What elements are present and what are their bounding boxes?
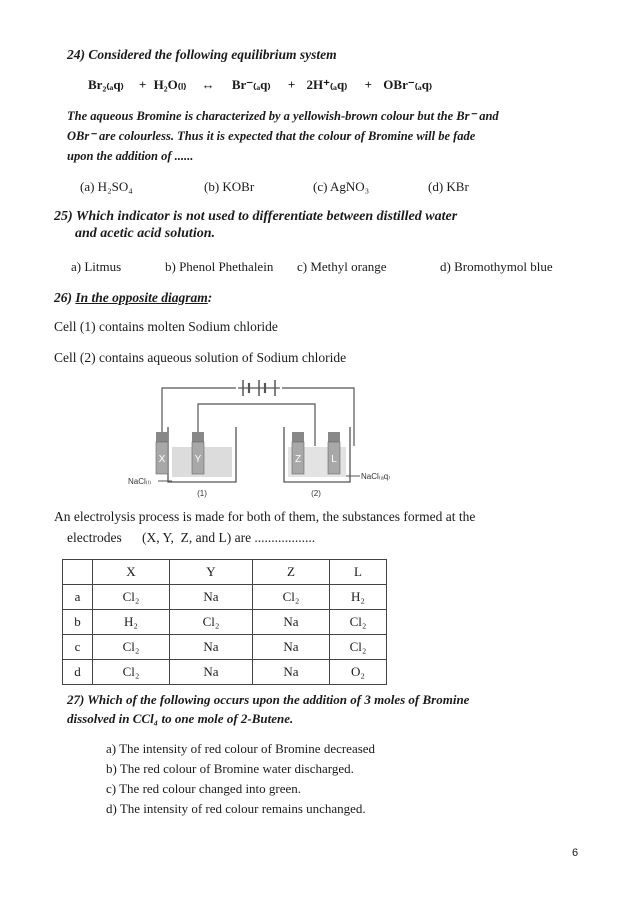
q27-option-c: c) The red colour changed into green. (106, 781, 302, 796)
table-cell: d (63, 660, 93, 685)
table-cell: Na (170, 635, 253, 660)
table-row (63, 660, 387, 685)
table-cell: Na (253, 635, 330, 660)
table-cell: Cl₂ (330, 635, 387, 660)
electrode-l-label: L (331, 454, 337, 465)
q24-paragraph (67, 106, 587, 166)
q26-heading-underlined: In the opposite diagram (75, 290, 208, 305)
q25-option-a: a) Litmus (71, 259, 122, 274)
label-nacl-molten: NaCl₍ₗ₎ (128, 477, 152, 486)
electrode-y-label: Y (194, 454, 202, 465)
table-cell: Cl₂ (93, 585, 170, 610)
table-header-cell (63, 560, 93, 585)
table-cell: O₂ (330, 660, 387, 685)
q26-cell2-text: Cell (2) contains aqueous solution of Sodium chloride (54, 350, 347, 365)
table-row (63, 635, 387, 660)
table-row (63, 585, 387, 610)
q25-heading-line2: and acetic acid solution. (75, 226, 215, 241)
q26-cell1-text: Cell (1) contains molten Sodium chloride (54, 319, 278, 334)
table-cell: Cl₂ (253, 585, 330, 610)
q24-paragraph-line: OBr⁻ are colourless. Thus it is expected that the colour of Bromine will be fade (67, 129, 476, 143)
q25-option-b: b) Phenol Phethalein (165, 259, 274, 274)
eq-reactant-1: Br₂₍ₐq₎ (88, 77, 124, 92)
table-header-row (63, 560, 387, 585)
table-cell: Na (170, 585, 253, 610)
q26-heading-number: 26) (54, 290, 76, 305)
eq-arrow: ↔ (201, 77, 215, 92)
q26-heading (54, 290, 212, 306)
table-cell: Na (253, 610, 330, 635)
q26-text-line1: An electrolysis process is made for both of them, the substances formed at the (54, 509, 476, 524)
table-cell: Na (170, 660, 253, 685)
q27-option-d: d) The intensity of red colour remains unchanged. (106, 801, 366, 816)
q26-text-line2: electrodes (X, Y, Z, and L) are .................. (67, 530, 316, 545)
table-cell: b (63, 610, 93, 635)
q27-option-b: b) The red colour of Bromine water discharged. (106, 761, 354, 776)
table-cell: Cl₂ (93, 635, 170, 660)
q26-heading-colon: : (207, 290, 213, 305)
q27-heading-line1: 27) Which of the following occurs upon the addition of 3 moles of Bromine (67, 692, 470, 707)
electrode-x (156, 432, 168, 474)
eq-plus-1: + (139, 77, 147, 92)
cell-2-number: (2) (311, 489, 321, 498)
wire-outer (162, 388, 354, 446)
q25-option-c: c) Methyl orange (297, 259, 387, 274)
table-cell: a (63, 585, 93, 610)
eq-product-2: 2H⁺₍ₐq₎ (306, 77, 348, 92)
q24-equation (88, 77, 432, 93)
electrode-l (328, 432, 340, 474)
label-nacl-aqueous: NaCl₍ₐq₎ (361, 472, 391, 481)
answer-table (62, 559, 387, 685)
eq-plus-2: + (287, 77, 296, 92)
eq-plus-3: + (364, 77, 373, 92)
cell-1-number: (1) (197, 489, 207, 498)
table-header-cell: Z (253, 560, 330, 585)
q25-option-d: d) Bromothymol blue (440, 259, 553, 274)
table-cell: H₂ (330, 585, 387, 610)
battery-icon (236, 380, 282, 396)
table-cell: Cl₂ (330, 610, 387, 635)
electrode-z (292, 432, 304, 474)
q24-option-d: (d) KBr (428, 179, 469, 194)
table-row (63, 610, 387, 635)
electrode-y (192, 432, 204, 474)
q24-option-c: (c) AgNO₃ (313, 179, 370, 194)
q25-heading-line1: 25) Which indicator is not used to differentiate between distilled water (54, 209, 458, 224)
table-cell: c (63, 635, 93, 660)
q24-heading: 24) Considered the following equilibrium system (67, 47, 337, 62)
electrolysis-diagram (120, 372, 400, 502)
q24-option-a: (a) H₂SO₄ (80, 179, 133, 194)
table-header-cell: X (93, 560, 170, 585)
eq-reactant-2: H₂O₍ₗ₎ (153, 77, 187, 92)
table-cell: Cl₂ (93, 660, 170, 685)
table-cell: H₂ (93, 610, 170, 635)
eq-product-1: Br⁻₍ₐq₎ (231, 77, 271, 92)
page-number: 6 (572, 847, 579, 859)
eq-product-3: OBr⁻₍ₐq₎ (383, 77, 433, 92)
table-cell: Na (253, 660, 330, 685)
table-cell: Cl₂ (170, 610, 253, 635)
electrode-z-label: Z (294, 454, 302, 465)
table-header-cell: L (330, 560, 387, 585)
q24-paragraph-line: upon the addition of ...... (67, 149, 194, 163)
table-header-cell: Y (170, 560, 253, 585)
electrode-x-label: X (158, 454, 166, 465)
q27-option-a: a) The intensity of red colour of Bromine decreased (106, 741, 376, 756)
q27-heading-line2: dissolved in CCl₄ to one mole of 2-Butene. (67, 711, 294, 726)
q24-option-b: (b) KOBr (204, 179, 255, 194)
q24-paragraph-line: The aqueous Bromine is characterized by a yellowish-brown colour but the Br⁻ and (67, 109, 499, 123)
